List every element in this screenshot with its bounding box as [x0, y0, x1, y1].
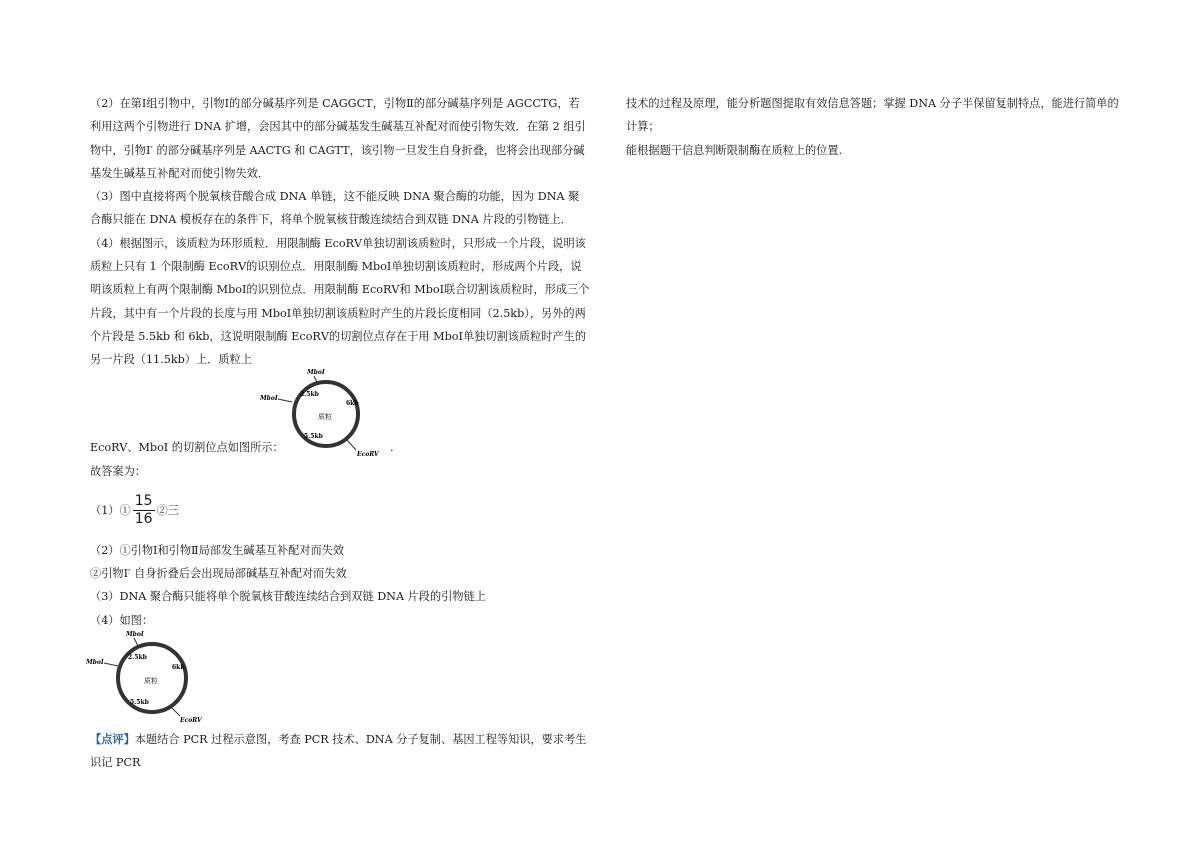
mbol-left-arrow-2: [104, 663, 118, 666]
plasmid-diagram-2-line: [86, 631, 590, 728]
mbol-top-arrow-2: [134, 638, 138, 646]
segment-2-5kb-2: 2.5kb: [128, 654, 147, 662]
mbol-left-label: MboI: [260, 394, 278, 402]
answer-3: （3）DNA 聚合酶只能将单个脱氧核苷酸连续结合到双链 DNA 片段的引物链上: [90, 590, 486, 604]
remark-text: 本题结合 PCR 过程示意图，考查 PCR 技术、DNA 分子复制、基因工程等知识，要求考生识记 PCR: [90, 733, 587, 770]
caption-period: .: [390, 441, 394, 455]
left-column: [86, 92, 590, 775]
plasmid-figure: [260, 366, 400, 458]
fraction-numerator: 15: [134, 493, 153, 510]
plasmid-diagram-2: [86, 628, 226, 724]
answer-4: （4）如图：: [90, 613, 154, 627]
paragraph-2: （2）在第Ⅰ组引物中，引物Ⅰ的部分碱基序列是 CAGGCT，引物Ⅱ的部分碱基序列是 AGCCTG，若利用这两个引物进行 DNA 扩增，会因其中的部分碱基发生碱基互补配对而使引物失效．在第 2 组引物中，引物Ⅰ′ 的部分碱基序列是 AACTG 和 CAGTT，该引物一旦发生自身折叠，也将会出现部分碱基发生碱基互补配对而使引物失效．: [90, 97, 586, 180]
ecorv-label-2: EcoRV: [180, 717, 202, 725]
ecorv-label: EcoRV: [357, 450, 379, 458]
answer-2a: （2）①引物Ⅰ和引物Ⅱ局部发生碱基互补配对而失效: [90, 543, 345, 557]
answer-2b: ②引物Ⅰ′ 自身折叠后会出现局部碱基互补配对而失效: [90, 567, 347, 581]
segment-6kb: 6kb: [346, 399, 359, 407]
right-line-1: 技术的过程及原理，能分析题图提取有效信息答题；掌握 DNA 分子半保留复制特点，能进行简单的计算；: [626, 97, 1119, 134]
plasmid-diagram-line-1: [90, 368, 590, 460]
plasmid-caption: EcoRV、MboI 的切割位点如图所示：: [90, 441, 284, 455]
segment-5-5kb: 5.5kb: [304, 432, 323, 440]
paragraph-3: （3）图中直接将两个脱氧核苷酸合成 DNA 单链，这不能反映 DNA 聚合酶的功能，因为 DNA 聚合酶只能在 DNA 模板存在的条件下，将单个脱氧核苷酸连续结合到双链 DNA 片段的引物链上．: [90, 190, 580, 227]
right-column: [626, 92, 1126, 162]
remark: [90, 728, 590, 775]
ecorv-arrow-2: [170, 706, 180, 716]
mbol-top-label-2: MboI: [126, 631, 144, 639]
plasmid-center-label: 质粒: [318, 412, 332, 421]
fraction: [133, 493, 155, 528]
plasmid-diagram-1: [260, 366, 400, 466]
answer-1: [90, 483, 590, 539]
segment-5-5kb-2: 5.5kb: [130, 699, 149, 707]
answer-1-prefix: （1）①: [90, 504, 131, 518]
segment-6kb-2: 6kb: [172, 664, 185, 672]
paragraph-4: （4）根据图示，该质粒为环形质粒．用限制酶 EcoRⅤ单独切割该质粒时，只形成一个片段，说明该质粒上只有 1 个限制酶 EcoRⅤ的识别位点．用限制酶 MboⅠ单独切割该质粒时，形成两个片段，说明该质粒上有两个限制酶 MboⅠ的识别位点．用限制酶 EcoRⅤ和 MboⅠ联合切割该质粒时，形成三个片段，其中有一个片段的长度与用 MboⅠ单独切割该质粒时产生的片段长度相同（2.5kb），另外的两个片段是 5.5kb 和 6kb，这说明限制酶 EcoRⅤ的切割位点存在于用 MboⅠ单独切割该质粒时产生的另一片段（11.5kb）上．质粒上: [90, 236, 590, 367]
mbol-left-arrow: [278, 399, 292, 402]
fraction-denominator: 16: [134, 511, 153, 528]
plasmid-center-label-2: 质粒: [144, 677, 158, 686]
ecorv-arrow: [346, 439, 356, 450]
remark-tag: 【点评】: [90, 732, 135, 747]
mbol-left-label-2: MboI: [86, 659, 104, 667]
segment-2-5kb: 2.5kb: [300, 390, 319, 398]
mbol-top-label: MboI: [307, 368, 325, 376]
answer-1-suffix: ②三: [156, 504, 179, 518]
answer-intro: 故答案为：: [90, 464, 146, 478]
right-line-2: 能根据题干信息判断限制酶在质粒上的位置.: [626, 143, 843, 157]
